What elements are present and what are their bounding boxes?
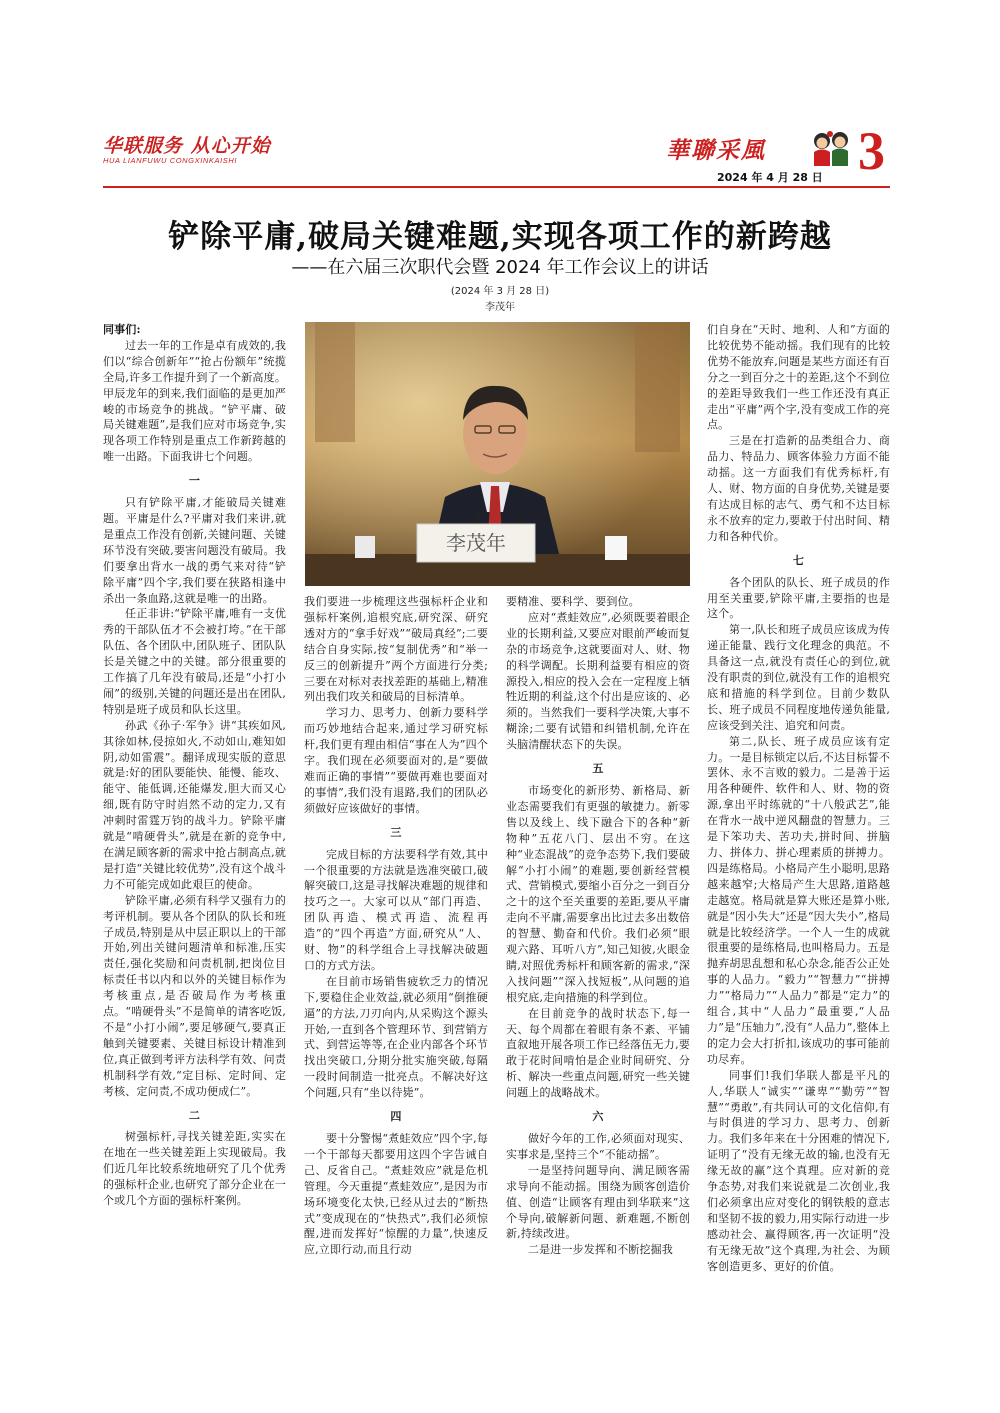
paragraph: 树强标杆,寻找关键差距,实实在在地在一些关键差距上实现破局。我们近几年比较系统地研究了几个优秀的强标杆企业,也研究了部分企业在一个或几个方面的强标杆案例。 [103, 1130, 286, 1208]
paragraph: 应对“煮蛙效应”,必须既要着眼企业的长期利益,又要应对眼前严峻而复杂的市场竞争,这就要面对人、财、物的科学调配。长期利益要有相应的资源投入,相应的投入会在一定程度上牺牲近期的利益,这个付出是应该的、必须的。当然我们一要科学决策,大事不糊涂;二要有试错和纠错机制,允许在头脑清醒状态下的失误。 [506, 610, 690, 752]
mascot-icon [808, 128, 854, 168]
paragraph: 过去一年的工作是卓有成效的,我们以“综合创新年”“抢占份额年”统揽全局,许多工作提升到了一个新高度。甲辰龙年的到来,我们面临的是更加严峻的市场竞争的挑战。“铲平庸、破局关键难题”,是我们应对市场竞争,实现各项工作特别是重点工作新跨越的唯一出路。下面我讲七个问题。 [103, 338, 286, 464]
section-number: 一 [188, 474, 201, 488]
article-column-3 [506, 594, 690, 1258]
article-headline: 铲除平庸,破局关键难题,实现各项工作的新跨越 [168, 219, 832, 255]
issue-date: 2024 年 4 月 28 日 [717, 171, 823, 184]
section-number: 五 [592, 762, 604, 776]
section-number: 三 [390, 825, 402, 839]
section-number: 四 [390, 1110, 402, 1124]
paragraph: 完成目标的方法要科学有效,其中一个很重要的方法就是选准突破口,破解突破口,这是寻找解决难题的规律和技巧之一。大家可以从“部门再造、团队再造、模式再造、流程再造”的“四个再造”方面,研究从“人、财、物”的科学组合上寻找解决破题口的方式方法。 [304, 847, 488, 972]
article-column-4 [707, 322, 890, 1274]
article-column-1 [103, 322, 286, 1209]
article-column-2 [304, 594, 488, 1258]
paragraph: 要十分警惕“煮蛙效应”四个字,每一个干部每天都要用这四个字告诫自己、反省自己。“煮蛙效应”就是危机管理。今天重提“煮蛙效应”,是因为市场环境变化太快,已经从过去的“断热式”变成现在的“快热式”,我们必须惊醒,进而发挥好“惊醒的力量”,快速反应,立即行动,而且行动 [304, 1132, 488, 1257]
paragraph: 任正非讲:“铲除平庸,唯有一支优秀的干部队伍才不会被打垮。”在干部队伍、各个团队中,团队班子、团队队长是关键之中的关键。部分很重要的工作搞了几年没有破局,还是“小打小闹”的级别,关键的问题还是出在团队,特别是班子成员和队长这里。 [103, 607, 286, 716]
page-number: 3 [858, 121, 885, 181]
author-name: 李茂年 [485, 302, 515, 313]
paragraph: 们自身在“天时、地利、人和”方面的比较优势不能动摇。我们现有的比较优势不能放弃,问题是某些方面还有百分之一到百分之十的差距,这个不到位的差距导致我们一些工作还没有真正走出“平庸”两个字,没有变成工作的亮点。 [707, 323, 890, 432]
paragraph: 要精准、要科学、要到位。 [506, 595, 640, 608]
paragraph: 学习力、思考力、创新力要科学而巧妙地结合起来,通过学习研究标杆,我们更有理由相信“事在人为”四个字。我们现在必须要面对的,是“要做难而正确的事情”“要做再难也要面对的事情”,我们没有退路,我们的团队必须做好应该做好的事情。 [304, 706, 488, 815]
masthead: 華聯采風 [666, 137, 766, 164]
nameplate-text: 李茂年 [446, 531, 506, 555]
section-number: 六 [592, 1110, 604, 1124]
paragraph: 三是在打造新的品类组合力、商品力、特品力、顾客体验力方面不能动摇。这一方面我们有优秀标杆,有人、财、物方面的自身优势,关键是要有达成目标的志气、勇气和不达目标永不放弃的定力,要敢于付出时间、精力和各种代价。 [707, 434, 890, 543]
paragraph: 各个团队的队长、班子成员的作用至关重要,铲除平庸,主要指的也是这个。 [707, 575, 890, 621]
greeting: 同事们: [103, 323, 141, 336]
paragraph: 第二,队长、班子成员应该有定力。一是目标锁定以后,不达目标誓不罢休、永不言败的毅力。二是善于运用各种硬件、软件和人、财、物的资源,拿出平时练就的“十八般武艺”,能在背水一战中逆风翻盘的智慧力。三是下笨功夫、苦功夫,拼时间、拼脑力、拼体力、拼心理素质的拼搏力。四是练格局。小格局产生小聪明,思路越来越窄;大格局产生大思路,道路越走越宽。格局就是算大账还是算小账,就是“因小失大”还是“因大失小”,格局就是比较经济学。一个人一生的成就很重要的是练格局,也叫格局力。五是抛弃胡思乱想和私心杂念,能否公正处事的人品力。“毅力”“智慧力”“拼搏力”“格局力”“人品力”都是“定力”的组合,其中“人品力”最重要,“人品力”是“压轴力”,没有“人品力”,整体上的定力会大打折扣,该成功的事可能前功尽弃。 [707, 734, 890, 1066]
paragraph: 我们要进一步梳理这些强标杆企业和强标杆案例,追根究底,研究深、研究透对方的“拿手好戏”“破局真经”;二要结合自身实际,按“复制优秀”和“举一反三的创新提升”两个方面进行分类;三要在对标对表找差距的基础上,精准列出我们攻关和破局的目标清单。 [304, 595, 488, 704]
slogan-pinyin: HUA LIANFUWU CONGXINKAISHI [103, 156, 238, 165]
paragraph: 第一,队长和班子成员应该成为传递正能量、践行文化理念的典范。不具备这一点,就没有责任心的到位,就没有职责的到位,就没有工作的追根究底和措施的科学到位。目前少数队长、班子成员不同程度地传递负能量,应该受到关注、追究和问责。 [707, 623, 890, 732]
paragraph: 同事们!我们华联人都是平凡的人,华联人“诚实”“谦卑”“勤劳”“智慧”“勇敢”,有共同认可的文化信仰,有与时俱进的学习力、思考力、创新力。我们多年来在十分困难的情况下,证明了“没有无缘无故的输,也没有无缘无故的赢”这个真理。应对新的竞争态势,对我们来说就是二次创业,我们必须拿出应对变化的钢铁般的意志和坚韧不拔的毅力,用实际行动进一步感动社会、赢得顾客,再一次证明“没有无缘无故”这个真理,为社会、为顾客创造更多、更好的价值。 [707, 1068, 890, 1273]
paragraph: 市场变化的新形势、新格局、新业态需要我们有更强的敏捷力。新零售以及线上、线下融合下的各种“新物种”五花八门、层出不穷。在这种“业态混战”的竞争态势下,我们要破解“小打小闹”的难题,要创新经营模式、营销模式,要缩小百分之一到百分之十的这个至关重要的差距,要从平庸走向不平庸,需要拿出比过去多出数倍的智慧、勤奋和代价。我们必须“眼观六路、耳听八方”,知己知彼,火眼金睛,对照优秀标杆和顾客新的需求,“深入找问题”“深入找短板”,从问题的追根究底,走向措施的科学到位。 [506, 783, 690, 1004]
slogan-text: 华联服务 从心开始 [103, 135, 271, 157]
paragraph: 做好今年的工作,必须面对现实、实事求是,坚持三个“不能动摇”。 [506, 1132, 690, 1161]
speech-date: (2024 年 3 月 28 日) [450, 286, 550, 297]
section-number: 二 [188, 1108, 201, 1122]
paragraph: 在目前竞争的战时状态下,每一天、每个周都在着眼有条不紊、平铺直叙地开展各项工作已经落伍无力,要敢于花时间啃怕是企业时间研究、分析、解决一些重点问题,研究一些关键问题上的战略战术。 [506, 1006, 690, 1100]
paragraph: 一是坚持问题导向、满足顾客需求导向不能动摇。围绕为顾客创造价值、创造“让顾客有理由到华联来”这个导向,破解新问题、新难题,不断创新,持续改进。 [506, 1163, 690, 1241]
paragraph: 二是进一步发挥和不断挖掘我 [528, 1243, 673, 1257]
section-number: 七 [792, 553, 805, 567]
paragraph: 只有铲除平庸,才能破局关键难题。平庸是什么?平庸对我们来讲,就是重点工作没有创新,关键问题、关键环节没有突破,要害问题没有破局。我们要拿出背水一战的勇气来对待“铲除平庸”四个字,我们要在狭路相逢中杀出一条血路,这就是唯一的出路。 [103, 496, 286, 605]
speaker-photo [305, 322, 690, 586]
header-divider [103, 186, 890, 188]
paragraph: 铲除平庸,必须有科学又强有力的考评机制。要从各个团队的队长和班子成员,特别是从中层正职以上的干部开始,列出关键问题清单和标准,压实责任,强化奖励和问责机制,把岗位目标责任书以内和以外的关键目标作为考核重点,是否破局作为考核重点。“啃硬骨头”不是简单的请客吃饭,不是“小打小闹”,要足够硬气,要真正触到关键要素、关键目标设计精准到位,真正做到考评方法科学有效、问责机制科学有效,“定目标、定时间、定考核、定问责,不成功便成仁”。 [103, 893, 286, 1098]
paragraph: 在目前市场销售疲软乏力的情况下,要稳住企业效益,就必须用“倒推硬逼”的方法,刀刃向内,从采购这个源头开始,一直到各个管理环节、到营销方式、到营运等等,在企业内部各个环节找出突破口,分期分批实施突破,每隔一段时间制造一批亮点。不解决好这个问题,只有“坐以待毙”。 [304, 974, 488, 1100]
article-subhead: ——在六届三次职代会暨 2024 年工作会议上的讲话 [291, 257, 709, 278]
paragraph: 孙武《孙子·军争》讲“其疾如风,其徐如林,侵掠如火,不动如山,难知如阴,动如雷震”。翻译成现实版的意思就是:好的团队要能快、能慢、能攻、能守、能低调,还能爆发,胆大而又心细,既有防守时岿然不动的定力,又有冲刺时雷霆万钧的战斗力。铲除平庸就是“啃硬骨头”,就是在新的竞争中,在满足顾客新的需求中抢占制高点,就是打造“关键比较优势”,没有这个战斗力不可能完成如此艰巨的使命。 [103, 718, 286, 891]
header-slogan [103, 131, 313, 165]
